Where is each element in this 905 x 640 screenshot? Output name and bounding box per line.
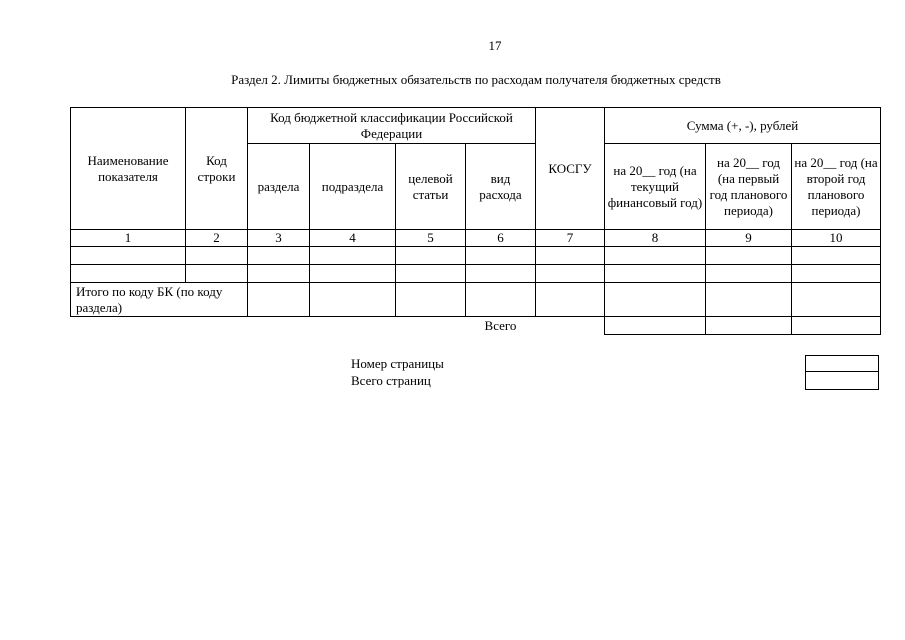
table-cell[interactable] <box>792 265 881 283</box>
table-cell[interactable] <box>605 265 706 283</box>
table-cell[interactable] <box>186 247 248 265</box>
table-cell[interactable] <box>792 247 881 265</box>
table-cell[interactable] <box>466 283 536 317</box>
table-cell[interactable] <box>706 283 792 317</box>
table-cell[interactable] <box>396 247 466 265</box>
table-cell[interactable] <box>792 283 881 317</box>
table-cell[interactable] <box>605 317 706 335</box>
table-cell[interactable] <box>310 283 396 317</box>
itogo-row <box>71 283 881 317</box>
vsego-row <box>71 317 881 335</box>
table-cell[interactable] <box>186 265 248 283</box>
header-budget-classification: Код бюджетной классификации Российской Федерации <box>248 108 536 144</box>
column-number: 9 <box>706 230 792 247</box>
column-number-row <box>71 230 881 247</box>
table-cell[interactable] <box>792 317 881 335</box>
header-expense-type: вид расхода <box>466 144 536 230</box>
table-cell[interactable] <box>706 247 792 265</box>
table-cell[interactable] <box>248 247 310 265</box>
page-number-label: Номер страницы <box>351 356 444 371</box>
header-indicator-name: Наименование показателя <box>71 108 186 230</box>
table-cell[interactable] <box>706 265 792 283</box>
total-pages-label: Всего страниц <box>351 373 431 388</box>
column-number: 10 <box>792 230 881 247</box>
header-first-plan-year: на 20__ год (на первый год планового периода) <box>706 144 792 230</box>
table-row <box>71 247 881 265</box>
column-number: 8 <box>605 230 706 247</box>
header-second-plan-year: на 20__ год (на второй год планового периода) <box>792 144 881 230</box>
table-cell[interactable] <box>396 283 466 317</box>
column-number: 2 <box>186 230 248 247</box>
vsego-label: Всего <box>484 317 517 333</box>
header-sum: Сумма (+, -), рублей <box>605 108 881 144</box>
header-kosgu: КОСГУ <box>536 108 605 230</box>
table-cell[interactable] <box>396 265 466 283</box>
table-row <box>71 265 881 283</box>
page-number: 17 <box>488 38 502 53</box>
total-pages-box[interactable] <box>805 372 879 390</box>
table-cell[interactable] <box>536 283 605 317</box>
column-number: 7 <box>536 230 605 247</box>
section-title: Раздел 2. Лимиты бюджетных обязательств по расходам получателя бюджетных средств <box>231 72 721 87</box>
header-row-code: Код строки <box>186 108 248 230</box>
header-razdel: раздела <box>248 144 310 230</box>
header-target-item: целевой статьи <box>396 144 466 230</box>
table-cell[interactable] <box>706 317 792 335</box>
page-number-box[interactable] <box>805 355 879 372</box>
column-number: 3 <box>248 230 310 247</box>
table-cell[interactable] <box>466 247 536 265</box>
column-number: 5 <box>396 230 466 247</box>
table-cell[interactable] <box>605 283 706 317</box>
header-current-year: на 20__ год (на текущий финансовый год) <box>605 144 706 230</box>
table-cell[interactable] <box>536 265 605 283</box>
column-number: 1 <box>71 230 186 247</box>
table-cell[interactable] <box>605 247 706 265</box>
table-cell[interactable] <box>71 265 186 283</box>
footer-labels <box>351 355 444 389</box>
table-cell[interactable] <box>466 265 536 283</box>
table-cell[interactable] <box>310 247 396 265</box>
header-podrazdel: подраздела <box>310 144 396 230</box>
table-cell[interactable] <box>536 247 605 265</box>
table-cell[interactable] <box>310 265 396 283</box>
column-number: 4 <box>310 230 396 247</box>
table-cell[interactable] <box>248 283 310 317</box>
table-cell[interactable] <box>71 247 186 265</box>
limits-table <box>70 107 881 335</box>
itogo-label: Итого по коду БК (по коду раздела) <box>71 283 248 317</box>
column-number: 6 <box>466 230 536 247</box>
table-cell[interactable] <box>248 265 310 283</box>
